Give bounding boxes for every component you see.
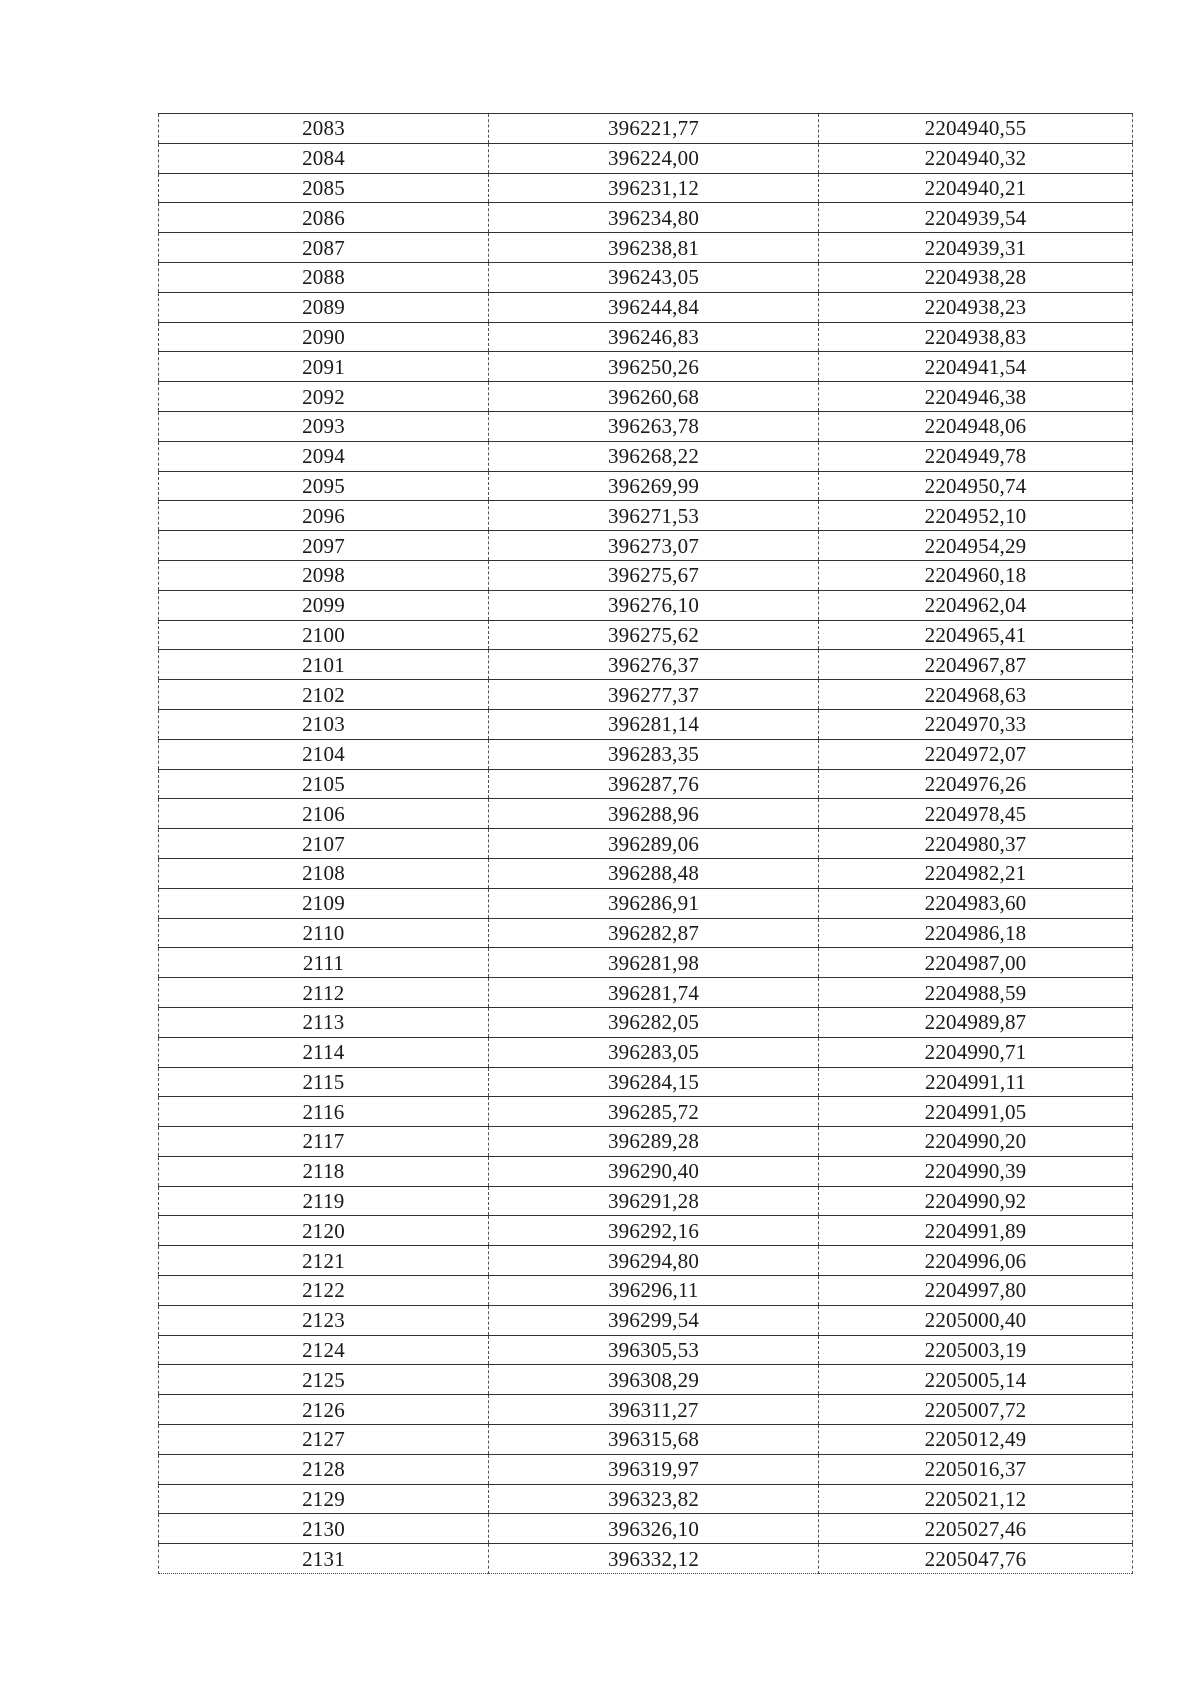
x-coordinate-cell: 396332,12 (489, 1544, 819, 1574)
table-row (159, 948, 1133, 978)
y-coordinate-cell: 2205016,37 (819, 1454, 1133, 1484)
y-coordinate-cell: 2204991,05 (819, 1097, 1133, 1127)
point-number-cell: 2121 (159, 1246, 489, 1276)
table-row (159, 1335, 1133, 1365)
x-coordinate-cell: 396277,37 (489, 680, 819, 710)
table-row (159, 888, 1133, 918)
x-coordinate-cell: 396234,80 (489, 203, 819, 233)
table-row (159, 680, 1133, 710)
point-number-cell: 2100 (159, 620, 489, 650)
table-row (159, 1067, 1133, 1097)
y-coordinate-cell: 2204990,71 (819, 1037, 1133, 1067)
table-row (159, 262, 1133, 292)
table-row (159, 1007, 1133, 1037)
point-number-cell: 2118 (159, 1156, 489, 1186)
point-number-cell: 2115 (159, 1067, 489, 1097)
point-number-cell: 2119 (159, 1186, 489, 1216)
table-row (159, 501, 1133, 531)
y-coordinate-cell: 2205047,76 (819, 1544, 1133, 1574)
point-number-cell: 2089 (159, 292, 489, 322)
point-number-cell: 2103 (159, 709, 489, 739)
point-number-cell: 2092 (159, 382, 489, 412)
x-coordinate-cell: 396276,10 (489, 590, 819, 620)
table-row (159, 1425, 1133, 1455)
y-coordinate-cell: 2204989,87 (819, 1007, 1133, 1037)
y-coordinate-cell: 2204990,39 (819, 1156, 1133, 1186)
table-row (159, 1395, 1133, 1425)
table-row (159, 650, 1133, 680)
point-number-cell: 2110 (159, 918, 489, 948)
point-number-cell: 2099 (159, 590, 489, 620)
point-number-cell: 2116 (159, 1097, 489, 1127)
x-coordinate-cell: 396296,11 (489, 1276, 819, 1306)
table-row (159, 1276, 1133, 1306)
point-number-cell: 2084 (159, 143, 489, 173)
x-coordinate-cell: 396289,06 (489, 829, 819, 859)
y-coordinate-cell: 2204976,26 (819, 769, 1133, 799)
x-coordinate-cell: 396319,97 (489, 1454, 819, 1484)
table-row (159, 620, 1133, 650)
y-coordinate-cell: 2205012,49 (819, 1425, 1133, 1455)
x-coordinate-cell: 396286,91 (489, 888, 819, 918)
x-coordinate-cell: 396283,35 (489, 739, 819, 769)
y-coordinate-cell: 2204967,87 (819, 650, 1133, 680)
table-row (159, 739, 1133, 769)
y-coordinate-cell: 2205000,40 (819, 1305, 1133, 1335)
x-coordinate-cell: 396291,28 (489, 1186, 819, 1216)
y-coordinate-cell: 2204952,10 (819, 501, 1133, 531)
table-row (159, 1514, 1133, 1544)
y-coordinate-cell: 2204939,31 (819, 233, 1133, 263)
point-number-cell: 2117 (159, 1127, 489, 1157)
x-coordinate-cell: 396315,68 (489, 1425, 819, 1455)
table-row (159, 1544, 1133, 1574)
y-coordinate-cell: 2204938,83 (819, 322, 1133, 352)
table-row (159, 322, 1133, 352)
x-coordinate-cell: 396275,67 (489, 560, 819, 590)
point-number-cell: 2087 (159, 233, 489, 263)
y-coordinate-cell: 2204983,60 (819, 888, 1133, 918)
point-number-cell: 2088 (159, 262, 489, 292)
x-coordinate-cell: 396221,77 (489, 114, 819, 144)
y-coordinate-cell: 2205003,19 (819, 1335, 1133, 1365)
point-number-cell: 2108 (159, 858, 489, 888)
y-coordinate-cell: 2204987,00 (819, 948, 1133, 978)
x-coordinate-cell: 396275,62 (489, 620, 819, 650)
table-row (159, 799, 1133, 829)
x-coordinate-cell: 396263,78 (489, 411, 819, 441)
y-coordinate-cell: 2204991,11 (819, 1067, 1133, 1097)
x-coordinate-cell: 396260,68 (489, 382, 819, 412)
y-coordinate-cell: 2204982,21 (819, 858, 1133, 888)
y-coordinate-cell: 2205007,72 (819, 1395, 1133, 1425)
y-coordinate-cell: 2205027,46 (819, 1514, 1133, 1544)
point-number-cell: 2123 (159, 1305, 489, 1335)
x-coordinate-cell: 396224,00 (489, 143, 819, 173)
table-row (159, 1454, 1133, 1484)
point-number-cell: 2109 (159, 888, 489, 918)
table-row (159, 203, 1133, 233)
table-row (159, 471, 1133, 501)
table-row (159, 858, 1133, 888)
x-coordinate-cell: 396282,87 (489, 918, 819, 948)
table-row (159, 1365, 1133, 1395)
x-coordinate-cell: 396305,53 (489, 1335, 819, 1365)
y-coordinate-cell: 2204946,38 (819, 382, 1133, 412)
y-coordinate-cell: 2204980,37 (819, 829, 1133, 859)
table-row (159, 918, 1133, 948)
table-row (159, 1305, 1133, 1335)
y-coordinate-cell: 2205005,14 (819, 1365, 1133, 1395)
x-coordinate-cell: 396299,54 (489, 1305, 819, 1335)
x-coordinate-cell: 396281,14 (489, 709, 819, 739)
table-row (159, 769, 1133, 799)
x-coordinate-cell: 396292,16 (489, 1216, 819, 1246)
point-number-cell: 2086 (159, 203, 489, 233)
x-coordinate-cell: 396250,26 (489, 352, 819, 382)
point-number-cell: 2129 (159, 1484, 489, 1514)
point-number-cell: 2093 (159, 411, 489, 441)
y-coordinate-cell: 2204962,04 (819, 590, 1133, 620)
table-row (159, 411, 1133, 441)
x-coordinate-cell: 396308,29 (489, 1365, 819, 1395)
table-row (159, 1484, 1133, 1514)
table-row (159, 978, 1133, 1008)
x-coordinate-cell: 396294,80 (489, 1246, 819, 1276)
y-coordinate-cell: 2204990,92 (819, 1186, 1133, 1216)
y-coordinate-cell: 2204988,59 (819, 978, 1133, 1008)
x-coordinate-cell: 396281,98 (489, 948, 819, 978)
x-coordinate-cell: 396238,81 (489, 233, 819, 263)
x-coordinate-cell: 396290,40 (489, 1156, 819, 1186)
x-coordinate-cell: 396244,84 (489, 292, 819, 322)
x-coordinate-cell: 396311,27 (489, 1395, 819, 1425)
table-row (159, 233, 1133, 263)
table-row (159, 292, 1133, 322)
y-coordinate-cell: 2204965,41 (819, 620, 1133, 650)
point-number-cell: 2113 (159, 1007, 489, 1037)
point-number-cell: 2090 (159, 322, 489, 352)
table-row (159, 1186, 1133, 1216)
x-coordinate-cell: 396271,53 (489, 501, 819, 531)
table-row (159, 1097, 1133, 1127)
y-coordinate-cell: 2204940,21 (819, 173, 1133, 203)
y-coordinate-cell: 2204991,89 (819, 1216, 1133, 1246)
table-row (159, 829, 1133, 859)
point-number-cell: 2114 (159, 1037, 489, 1067)
x-coordinate-cell: 396273,07 (489, 531, 819, 561)
table-row (159, 709, 1133, 739)
table-row (159, 1156, 1133, 1186)
point-number-cell: 2122 (159, 1276, 489, 1306)
point-number-cell: 2094 (159, 441, 489, 471)
y-coordinate-cell: 2204972,07 (819, 739, 1133, 769)
y-coordinate-cell: 2204948,06 (819, 411, 1133, 441)
x-coordinate-cell: 396288,48 (489, 858, 819, 888)
x-coordinate-cell: 396285,72 (489, 1097, 819, 1127)
x-coordinate-cell: 396268,22 (489, 441, 819, 471)
x-coordinate-cell: 396326,10 (489, 1514, 819, 1544)
table-row (159, 1216, 1133, 1246)
table-row (159, 560, 1133, 590)
y-coordinate-cell: 2204970,33 (819, 709, 1133, 739)
y-coordinate-cell: 2204954,29 (819, 531, 1133, 561)
table-row (159, 143, 1133, 173)
x-coordinate-cell: 396323,82 (489, 1484, 819, 1514)
coordinates-table-body (159, 114, 1133, 1574)
x-coordinate-cell: 396282,05 (489, 1007, 819, 1037)
coordinates-table (158, 113, 1133, 1574)
x-coordinate-cell: 396283,05 (489, 1037, 819, 1067)
table-row (159, 114, 1133, 144)
y-coordinate-cell: 2204938,28 (819, 262, 1133, 292)
point-number-cell: 2111 (159, 948, 489, 978)
x-coordinate-cell: 396231,12 (489, 173, 819, 203)
y-coordinate-cell: 2204996,06 (819, 1246, 1133, 1276)
point-number-cell: 2128 (159, 1454, 489, 1484)
point-number-cell: 2101 (159, 650, 489, 680)
point-number-cell: 2130 (159, 1514, 489, 1544)
point-number-cell: 2120 (159, 1216, 489, 1246)
y-coordinate-cell: 2204940,55 (819, 114, 1133, 144)
y-coordinate-cell: 2204978,45 (819, 799, 1133, 829)
table-row (159, 352, 1133, 382)
point-number-cell: 2085 (159, 173, 489, 203)
y-coordinate-cell: 2204949,78 (819, 441, 1133, 471)
point-number-cell: 2125 (159, 1365, 489, 1395)
point-number-cell: 2127 (159, 1425, 489, 1455)
table-row (159, 590, 1133, 620)
table-row (159, 531, 1133, 561)
point-number-cell: 2107 (159, 829, 489, 859)
point-number-cell: 2098 (159, 560, 489, 590)
point-number-cell: 2091 (159, 352, 489, 382)
y-coordinate-cell: 2204941,54 (819, 352, 1133, 382)
point-number-cell: 2131 (159, 1544, 489, 1574)
y-coordinate-cell: 2204997,80 (819, 1276, 1133, 1306)
y-coordinate-cell: 2205021,12 (819, 1484, 1133, 1514)
y-coordinate-cell: 2204940,32 (819, 143, 1133, 173)
point-number-cell: 2104 (159, 739, 489, 769)
table-row (159, 1037, 1133, 1067)
x-coordinate-cell: 396289,28 (489, 1127, 819, 1157)
point-number-cell: 2106 (159, 799, 489, 829)
table-row (159, 173, 1133, 203)
table-row (159, 1246, 1133, 1276)
table-row (159, 441, 1133, 471)
point-number-cell: 2126 (159, 1395, 489, 1425)
point-number-cell: 2105 (159, 769, 489, 799)
point-number-cell: 2102 (159, 680, 489, 710)
x-coordinate-cell: 396243,05 (489, 262, 819, 292)
point-number-cell: 2112 (159, 978, 489, 1008)
y-coordinate-cell: 2204968,63 (819, 680, 1133, 710)
table-row (159, 382, 1133, 412)
point-number-cell: 2124 (159, 1335, 489, 1365)
x-coordinate-cell: 396246,83 (489, 322, 819, 352)
x-coordinate-cell: 396281,74 (489, 978, 819, 1008)
point-number-cell: 2083 (159, 114, 489, 144)
table-row (159, 1127, 1133, 1157)
y-coordinate-cell: 2204938,23 (819, 292, 1133, 322)
x-coordinate-cell: 396276,37 (489, 650, 819, 680)
y-coordinate-cell: 2204986,18 (819, 918, 1133, 948)
y-coordinate-cell: 2204939,54 (819, 203, 1133, 233)
point-number-cell: 2097 (159, 531, 489, 561)
x-coordinate-cell: 396288,96 (489, 799, 819, 829)
y-coordinate-cell: 2204950,74 (819, 471, 1133, 501)
point-number-cell: 2096 (159, 501, 489, 531)
y-coordinate-cell: 2204990,20 (819, 1127, 1133, 1157)
y-coordinate-cell: 2204960,18 (819, 560, 1133, 590)
x-coordinate-cell: 396287,76 (489, 769, 819, 799)
x-coordinate-cell: 396269,99 (489, 471, 819, 501)
point-number-cell: 2095 (159, 471, 489, 501)
x-coordinate-cell: 396284,15 (489, 1067, 819, 1097)
